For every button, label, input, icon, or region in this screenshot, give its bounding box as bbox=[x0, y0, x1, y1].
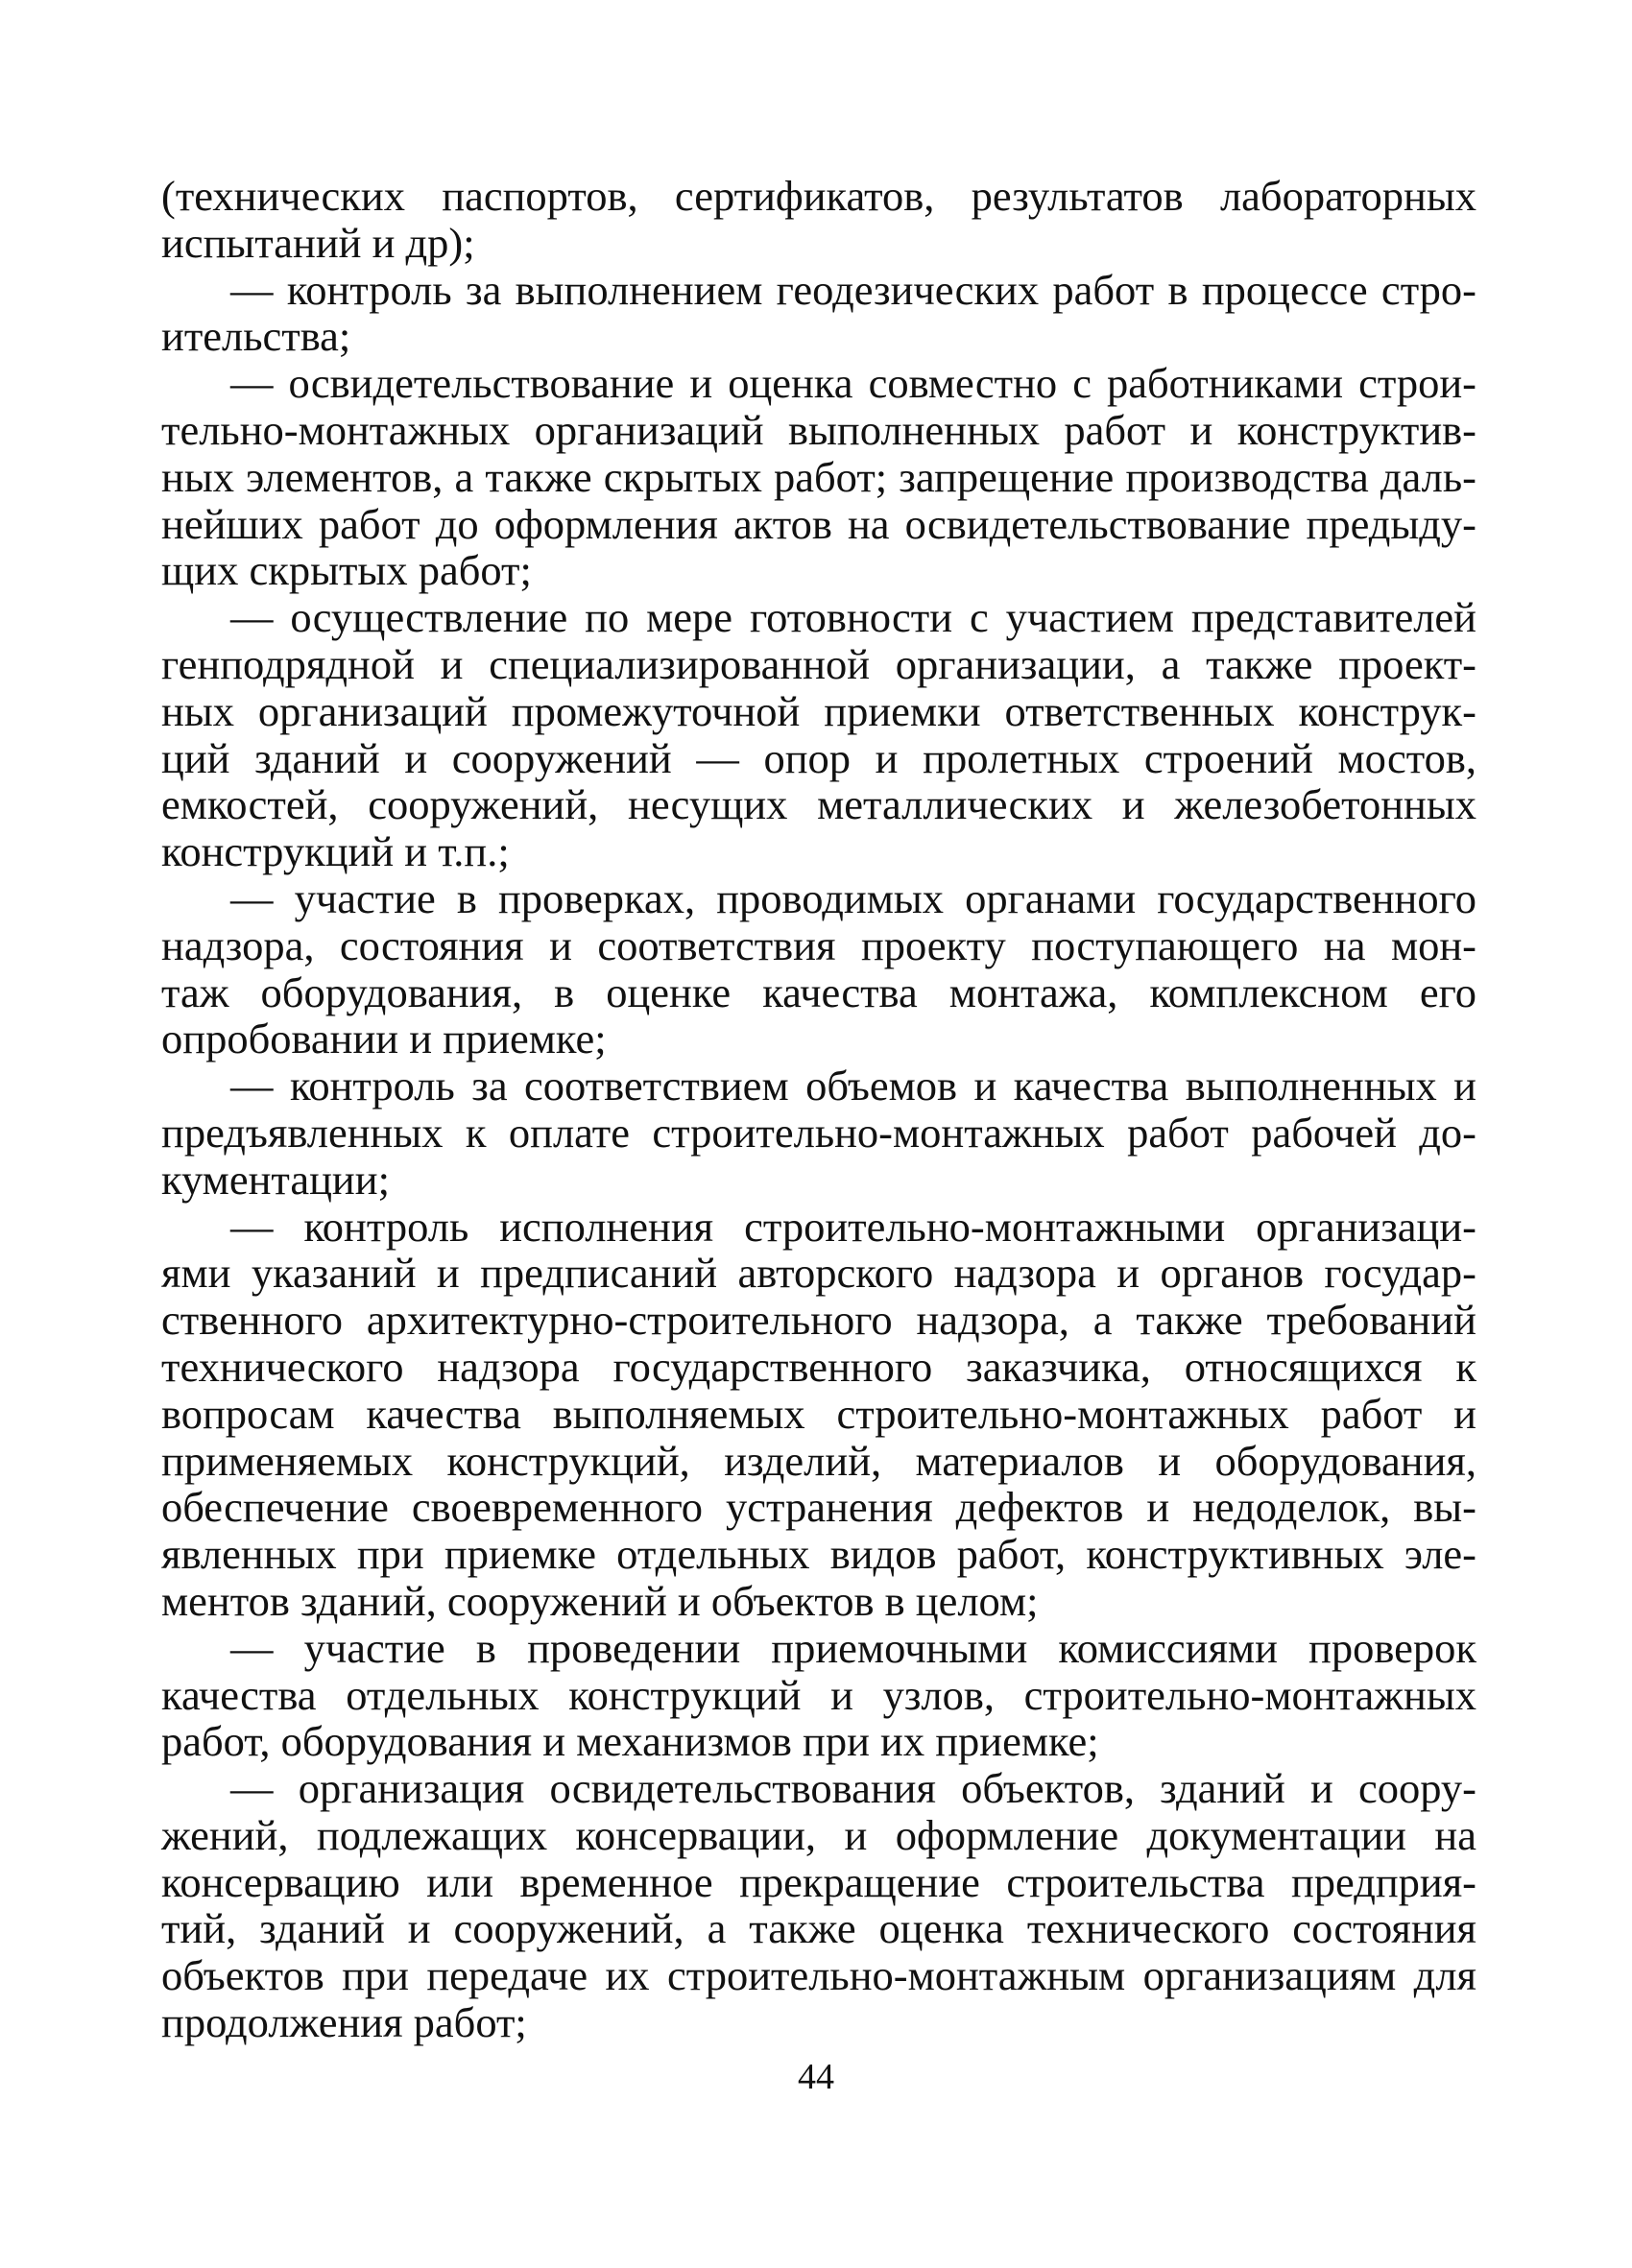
paragraph bbox=[161, 1625, 1476, 1765]
text-line: — контроль исполнения строительно-монтажными организаци- bbox=[230, 1202, 1476, 1251]
text-line: таж оборудования, в оценке качества монтажа, комплексном его bbox=[161, 967, 1476, 1016]
text-line: нейших работ до оформления актов на освидетельствование предыду- bbox=[161, 499, 1476, 548]
document-body bbox=[161, 173, 1476, 2046]
text-line: жений, подлежащих консервации, и оформление документации на bbox=[161, 1810, 1476, 1859]
text-line: явленных при приемке отдельных видов работ, конструктивных эле- bbox=[161, 1530, 1476, 1579]
text-line: — осуществление по мере готовности с участием представителей bbox=[230, 593, 1476, 642]
text-line: опробовании и приемке; bbox=[161, 1015, 607, 1063]
text-line: ных организаций промежуточной приемки ответственных конструк- bbox=[161, 686, 1476, 735]
text-line: обеспечение своевременного устранения дефектов и недоделок, вы- bbox=[161, 1483, 1476, 1532]
paragraph bbox=[161, 267, 1476, 361]
text-line: предъявленных к оплате строительно-монтажных работ рабочей до- bbox=[161, 1108, 1476, 1157]
text-line: ительства; bbox=[161, 312, 351, 361]
text-line: надзора, состояния и соответствия проекту поступающего на мон- bbox=[161, 920, 1476, 969]
paragraph bbox=[161, 360, 1476, 594]
text-line: вопросам качества выполняемых строительно-монтажных работ и bbox=[161, 1389, 1476, 1438]
text-line: работ, оборудования и механизмов при их приемке; bbox=[161, 1717, 1099, 1766]
text-line: применяемых конструкций, изделий, материалов и оборудования, bbox=[161, 1436, 1476, 1485]
paragraph bbox=[161, 173, 1476, 267]
paragraph bbox=[161, 875, 1476, 1062]
paragraph bbox=[161, 1765, 1476, 2046]
text-line: — участие в проверках, проводимых органами государственного bbox=[230, 873, 1476, 922]
text-line: ций зданий и сооружений — опор и пролетных строений мостов, bbox=[161, 733, 1476, 782]
text-line: емкостей, сооружений, несущих металлических и железобетонных bbox=[161, 780, 1476, 829]
text-line: ментов зданий, сооружений и объектов в целом; bbox=[161, 1576, 1039, 1625]
text-line: ями указаний и предписаний авторского надзора и органов государ- bbox=[161, 1249, 1476, 1298]
text-line: кументации; bbox=[161, 1155, 390, 1204]
text-line: ных элементов, а также скрытых работ; запрещение производства даль- bbox=[161, 452, 1476, 501]
text-line: объектов при передаче их строительно-монтажным организациям для bbox=[161, 1951, 1476, 2000]
text-line: — освидетельствование и оценка совместно с работниками строи- bbox=[230, 359, 1476, 408]
text-line: — контроль за соответствием объемов и качества выполненных и bbox=[230, 1062, 1476, 1110]
text-line: конструкций и т.п.; bbox=[161, 827, 510, 876]
page-number: 44 bbox=[798, 2057, 834, 2097]
paragraph bbox=[161, 1062, 1476, 1203]
text-line: испытаний и др); bbox=[161, 218, 475, 267]
text-line: тий, зданий и сооружений, а также оценка технического состояния bbox=[161, 1904, 1476, 1953]
text-line: (технических паспортов, сертификатов, результатов лабораторных bbox=[161, 172, 1476, 220]
text-line: — организация освидетельствования объектов, зданий и соору- bbox=[230, 1764, 1476, 1813]
text-line: тельно-монтажных организаций выполненных работ и конструктив- bbox=[161, 405, 1476, 454]
text-line: ственного архитектурно-строительного надзора, а также требований bbox=[161, 1296, 1476, 1345]
text-line: консервацию или временное прекращение строительства предприя- bbox=[161, 1857, 1476, 1906]
paragraph bbox=[161, 1204, 1476, 1625]
text-line: технического надзора государственного заказчика, относящихся к bbox=[161, 1342, 1476, 1391]
text-line: продолжения работ; bbox=[161, 1998, 527, 2047]
text-line: щих скрытых работ; bbox=[161, 546, 532, 595]
text-line: генподрядной и специализированной организации, а также проект- bbox=[161, 639, 1476, 688]
text-line: — контроль за выполнением геодезических работ в процессе стро- bbox=[230, 265, 1476, 314]
text-line: качества отдельных конструкций и узлов, строительно-монтажных bbox=[161, 1670, 1476, 1719]
text-line: — участие в проведении приемочными комиссиями проверок bbox=[230, 1623, 1476, 1672]
paragraph bbox=[161, 594, 1476, 875]
